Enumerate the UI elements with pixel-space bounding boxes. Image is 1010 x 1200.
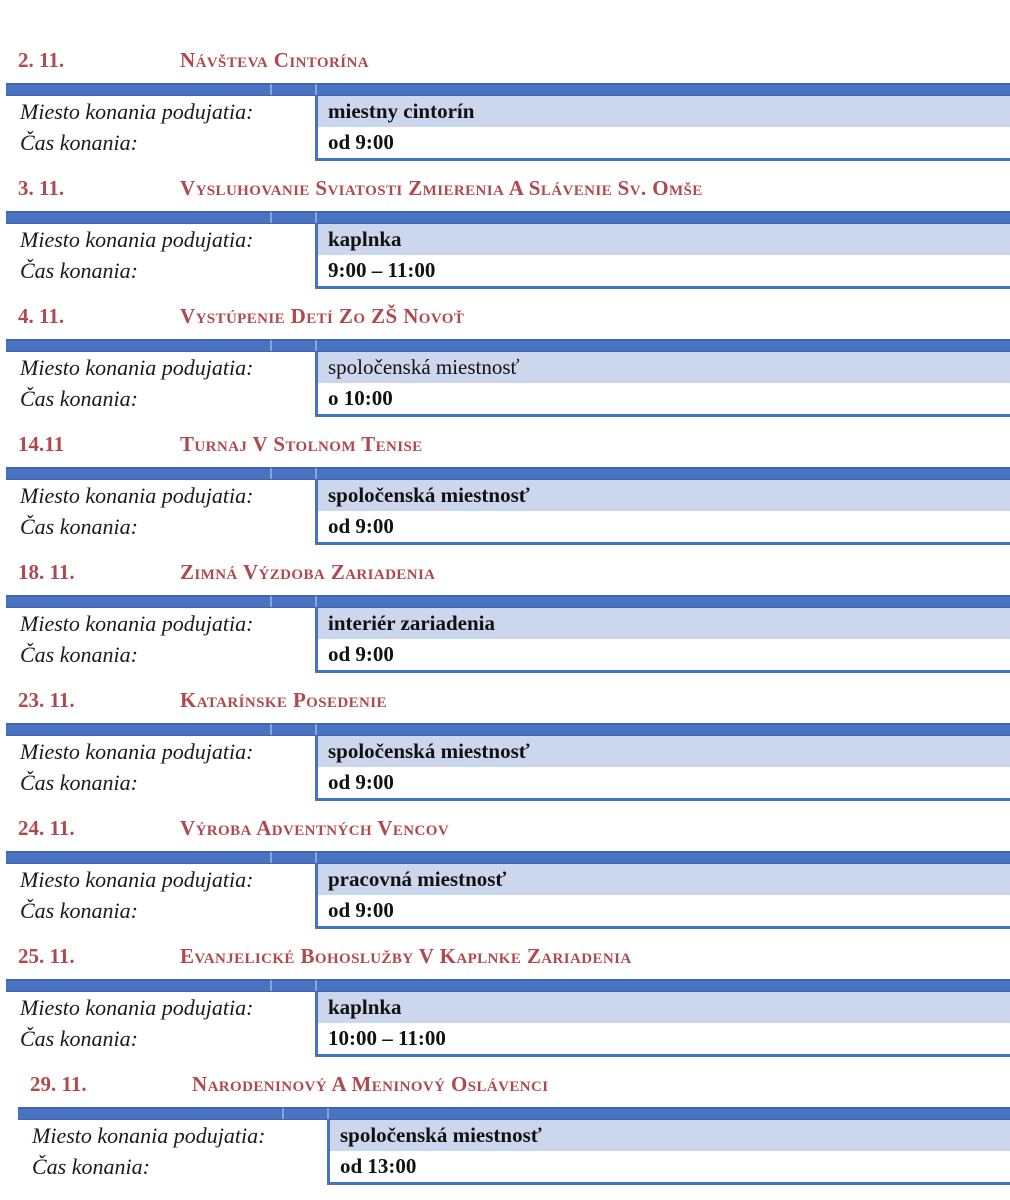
bar-cell-divider [270, 852, 272, 863]
table-bottom-border [6, 286, 1010, 289]
table-row-place [6, 352, 1010, 383]
table-row-time [6, 639, 1010, 670]
event-title: Narodeninový A Meninový Oslávenci [192, 1072, 549, 1096]
event-table [6, 467, 1010, 545]
place-label: Miesto konania podujatia: [20, 739, 254, 764]
time-value: od 9:00 [315, 895, 1010, 926]
place-label: Miesto konania podujatia: [20, 483, 254, 508]
time-value: 9:00 – 11:00 [315, 255, 1010, 286]
event-date: 4. 11. [18, 304, 65, 328]
event-date: 23. 11. [18, 688, 75, 712]
event-title: Návšteva Cintorína [180, 48, 369, 72]
time-value: od 9:00 [315, 127, 1010, 158]
bottom-border-line [315, 158, 1010, 161]
table-row-place [6, 736, 1010, 767]
bar-cell-divider [315, 596, 317, 607]
time-value: od 13:00 [327, 1151, 1010, 1182]
event-table [6, 211, 1010, 289]
event-table [6, 339, 1010, 417]
place-label: Miesto konania podujatia: [20, 611, 254, 636]
table-top-border-bar [6, 339, 1010, 352]
bottom-border-spacer [6, 670, 315, 673]
event-title: Evanjelické Bohoslužby V Kaplnke Zariadenia [180, 944, 632, 968]
bar-cell-divider [282, 1108, 284, 1119]
table-row-time [6, 767, 1010, 798]
event-heading [6, 174, 1010, 202]
bottom-border-spacer [6, 158, 315, 161]
bar-cell-divider [270, 724, 272, 735]
bar-cell-divider [315, 980, 317, 991]
event-heading [6, 558, 1010, 586]
place-label: Miesto konania podujatia: [20, 99, 254, 124]
place-label: Miesto konania podujatia: [20, 867, 254, 892]
table-bottom-border [6, 542, 1010, 545]
time-label: Čas konania: [32, 1154, 150, 1179]
event-block [6, 302, 1010, 417]
place-value: miestny cintorín [315, 96, 1010, 127]
event-date: 14.11 [18, 432, 65, 456]
event-date: 3. 11. [18, 176, 65, 200]
bottom-border-spacer [6, 286, 315, 289]
place-label: Miesto konania podujatia: [20, 355, 254, 380]
table-row-place [18, 1120, 1010, 1151]
time-label: Čas konania: [20, 514, 138, 539]
place-value: kaplnka [315, 992, 1010, 1023]
event-block [6, 814, 1010, 929]
place-value: interiér zariadenia [315, 608, 1010, 639]
event-heading [6, 814, 1010, 842]
table-top-border-bar [6, 83, 1010, 96]
place-value: spoločenská miestnosť [315, 352, 1010, 383]
table-row-time [6, 511, 1010, 542]
bottom-border-line [315, 414, 1010, 417]
place-label: Miesto konania podujatia: [20, 227, 254, 252]
table-top-border-bar [6, 211, 1010, 224]
bar-cell-divider [315, 84, 317, 95]
time-label: Čas konania: [20, 1026, 138, 1051]
table-bottom-border [6, 926, 1010, 929]
bar-cell-divider [315, 852, 317, 863]
bottom-border-line [315, 798, 1010, 801]
bottom-border-line [315, 542, 1010, 545]
table-bottom-border [6, 414, 1010, 417]
bottom-border-line [315, 926, 1010, 929]
event-heading [6, 46, 1010, 74]
place-value: pracovná miestnosť [315, 864, 1010, 895]
time-label: Čas konania: [20, 258, 138, 283]
event-date: 2. 11. [18, 48, 65, 72]
bottom-border-line [327, 1182, 1010, 1185]
event-title: Výroba Adventných Vencov [180, 816, 450, 840]
time-label: Čas konania: [20, 386, 138, 411]
bottom-border-spacer [6, 1054, 315, 1057]
time-value: o 10:00 [315, 383, 1010, 414]
table-row-place [6, 864, 1010, 895]
event-date: 25. 11. [18, 944, 75, 968]
place-value: spoločenská miestnosť [327, 1120, 1010, 1151]
table-top-border-bar [6, 723, 1010, 736]
event-table [6, 83, 1010, 161]
event-block [6, 174, 1010, 289]
event-heading [6, 942, 1010, 970]
place-value: kaplnka [315, 224, 1010, 255]
table-row-place [6, 224, 1010, 255]
time-value: od 9:00 [315, 511, 1010, 542]
event-table [6, 851, 1010, 929]
event-title: Turnaj V Stolnom Tenise [180, 432, 423, 456]
bar-cell-divider [270, 340, 272, 351]
bottom-border-line [315, 670, 1010, 673]
table-row-time [6, 1023, 1010, 1054]
table-bottom-border [6, 1054, 1010, 1057]
event-table [6, 595, 1010, 673]
bottom-border-spacer [6, 542, 315, 545]
table-top-border-bar [6, 595, 1010, 608]
event-block [18, 1070, 1010, 1185]
bottom-border-spacer [18, 1182, 327, 1185]
event-table [6, 723, 1010, 801]
event-date: 29. 11. [30, 1072, 87, 1096]
place-value: spoločenská miestnosť [315, 480, 1010, 511]
table-top-border-bar [6, 467, 1010, 480]
bar-cell-divider [270, 84, 272, 95]
event-date: 18. 11. [18, 560, 75, 584]
place-label: Miesto konania podujatia: [20, 995, 254, 1020]
time-label: Čas konania: [20, 898, 138, 923]
table-row-time [6, 895, 1010, 926]
event-date: 24. 11. [18, 816, 75, 840]
bottom-border-spacer [6, 414, 315, 417]
table-row-time [18, 1151, 1010, 1182]
table-row-place [6, 480, 1010, 511]
bar-cell-divider [270, 212, 272, 223]
table-bottom-border [18, 1182, 1010, 1185]
table-top-border-bar [6, 851, 1010, 864]
bottom-border-line [315, 286, 1010, 289]
table-row-place [6, 608, 1010, 639]
time-value: od 9:00 [315, 767, 1010, 798]
bar-cell-divider [270, 596, 272, 607]
table-top-border-bar [6, 979, 1010, 992]
event-title: Katarínske Posedenie [180, 688, 387, 712]
table-row-time [6, 255, 1010, 286]
event-block [6, 430, 1010, 545]
time-label: Čas konania: [20, 642, 138, 667]
bar-cell-divider [315, 724, 317, 735]
bar-cell-divider [270, 980, 272, 991]
event-title: Zimná Výzdoba Zariadenia [180, 560, 436, 584]
bottom-border-spacer [6, 926, 315, 929]
event-title: Vysluhovanie Sviatosti Zmierenia A Slávenie Sv. Omše [180, 176, 703, 200]
event-block [6, 942, 1010, 1057]
event-heading [6, 430, 1010, 458]
event-table [18, 1107, 1010, 1185]
time-value: od 9:00 [315, 639, 1010, 670]
event-block [6, 558, 1010, 673]
event-heading [18, 1070, 1010, 1098]
table-row-time [6, 127, 1010, 158]
bar-cell-divider [315, 212, 317, 223]
table-bottom-border [6, 798, 1010, 801]
time-value: 10:00 – 11:00 [315, 1023, 1010, 1054]
table-bottom-border [6, 158, 1010, 161]
bar-cell-divider [327, 1108, 329, 1119]
time-label: Čas konania: [20, 770, 138, 795]
event-block [6, 46, 1010, 161]
table-row-time [6, 383, 1010, 414]
table-top-border-bar [18, 1107, 1010, 1120]
event-block [6, 686, 1010, 801]
bottom-border-spacer [6, 798, 315, 801]
event-table [6, 979, 1010, 1057]
table-row-place [6, 96, 1010, 127]
bar-cell-divider [315, 340, 317, 351]
table-bottom-border [6, 670, 1010, 673]
event-heading [6, 686, 1010, 714]
place-label: Miesto konania podujatia: [32, 1123, 266, 1148]
event-title: Vystúpenie Detí Zo ZŠ Novoť [180, 304, 465, 328]
event-heading [6, 302, 1010, 330]
table-row-place [6, 992, 1010, 1023]
time-label: Čas konania: [20, 130, 138, 155]
bottom-border-line [315, 1054, 1010, 1057]
bar-cell-divider [270, 468, 272, 479]
place-value: spoločenská miestnosť [315, 736, 1010, 767]
bar-cell-divider [315, 468, 317, 479]
